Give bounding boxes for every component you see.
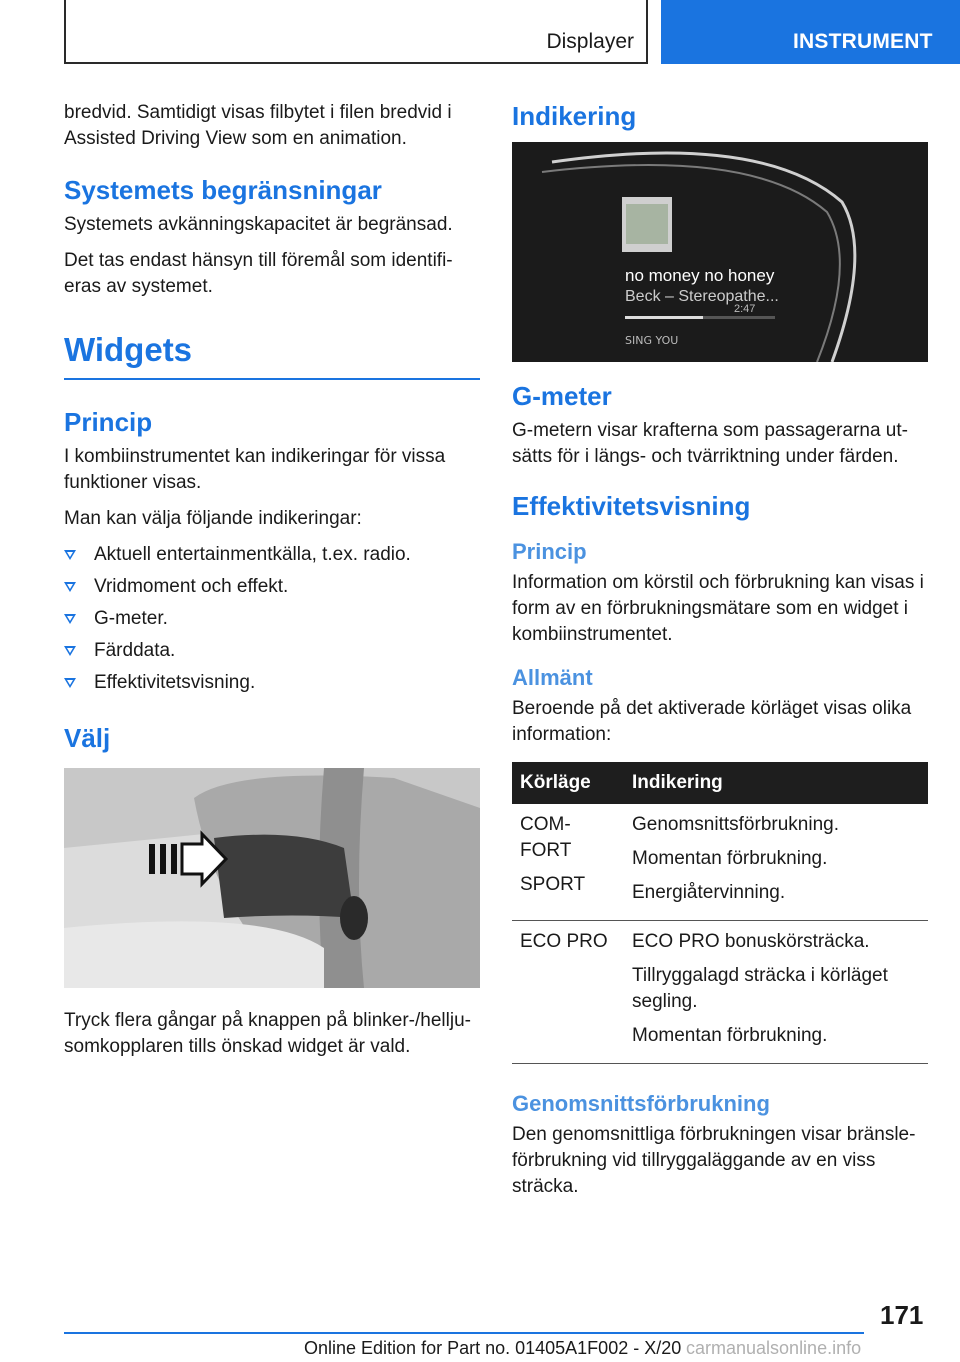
watermark: carmanualsonline.info bbox=[686, 1338, 862, 1358]
triangle-bullet-icon bbox=[64, 678, 76, 688]
gmeter-heading: G-meter bbox=[512, 381, 612, 411]
svg-text:Beck – Stereopathe...: Beck – Stereopathe... bbox=[625, 288, 779, 305]
indication-cell: Energiåtervinning. bbox=[632, 882, 786, 903]
general-paragraph: Beroende på det aktiverade körläget visas olika information: bbox=[512, 698, 912, 745]
table-row bbox=[512, 921, 928, 1064]
efficiency-heading: Effektivitetsvisning bbox=[512, 491, 751, 521]
svg-text:SING YOU: SING YOU bbox=[625, 334, 679, 347]
indication-cell: Momentan förbrukning. bbox=[632, 848, 828, 869]
header-section-label: Displayer bbox=[546, 30, 634, 53]
efficiency-principle-paragraph: Information om körstil och förbrukning kan visas i form av en förbrukningsmätare som en widget i kombiinstrumentet. bbox=[512, 572, 924, 645]
list-item: Aktuell entertainmentkälla, t.ex. radio. bbox=[64, 542, 480, 568]
general-heading: Allmänt bbox=[512, 665, 593, 690]
display-photo bbox=[512, 142, 928, 362]
footer-edition: Online Edition for Part no. 01405A1F002 - X/20 bbox=[304, 1338, 682, 1358]
gmeter-paragraph: G-metern visar krafterna som passagerarna utsätts för i längs- och tvärriktning under färden. bbox=[512, 420, 908, 467]
list-item: Effektivitetsvisning. bbox=[64, 670, 480, 696]
svg-text:no money no honey: no money no honey bbox=[625, 266, 775, 285]
table-header-mode: Körläge bbox=[512, 762, 624, 804]
average-consumption-heading: Genomsnittsförbrukning bbox=[512, 1091, 770, 1116]
mode-cell: ECO PRO bbox=[520, 931, 608, 952]
indication-list bbox=[64, 542, 480, 696]
header-chapter-tab bbox=[661, 0, 960, 64]
svg-text:2:47: 2:47 bbox=[734, 303, 756, 315]
widgets-heading: Widgets bbox=[64, 330, 480, 380]
header-section-tab bbox=[64, 0, 648, 64]
efficiency-principle-heading: Princip bbox=[512, 539, 587, 564]
triangle-bullet-icon bbox=[64, 550, 76, 560]
average-consumption-paragraph: Den genomsnittliga förbrukningen visar bränsleförbrukning vid tillryggaläggande av en viss sträcka. bbox=[512, 1124, 916, 1197]
limits-paragraph-1: Systemets avkänningskapacitet är begränsad. bbox=[64, 214, 453, 235]
playback-progress-bar bbox=[625, 316, 703, 319]
select-paragraph: Tryck flera gångar på knappen på blinker-/helljusomkopplaren tills önskad widget är vald. bbox=[64, 1010, 471, 1057]
instrument-display-icon bbox=[512, 142, 928, 362]
turn-signal-lever-icon bbox=[64, 768, 480, 988]
limits-heading: Systemets begränsningar bbox=[64, 175, 382, 205]
principle-paragraph-2: Man kan välja följande indikeringar: bbox=[64, 508, 362, 529]
principle-heading: Princip bbox=[64, 407, 153, 437]
page-number: 171 bbox=[880, 1300, 924, 1330]
left-column bbox=[64, 100, 480, 1070]
limits-paragraph-2: Det tas endast hänsyn till föremål som identifieras av systemet. bbox=[64, 250, 453, 297]
triangle-bullet-icon bbox=[64, 582, 76, 592]
table-row bbox=[512, 804, 928, 921]
table-header-indication: Indikering bbox=[624, 762, 928, 804]
select-heading: Välj bbox=[64, 723, 111, 753]
footer-rule bbox=[64, 1332, 864, 1334]
indication-cell: Tillryggalagd sträcka i körläget segling. bbox=[632, 965, 888, 1012]
mode-cell: SPORT bbox=[520, 874, 586, 895]
indication-cell: Momentan förbrukning. bbox=[632, 1025, 828, 1046]
principle-paragraph-1: I kombiinstrumentet kan indikeringar för vissa funktioner visas. bbox=[64, 446, 446, 493]
lever-illustration bbox=[64, 768, 480, 988]
right-column bbox=[512, 100, 928, 1210]
triangle-bullet-icon bbox=[64, 646, 76, 656]
header-chapter-label: INSTRUMENT bbox=[793, 30, 933, 53]
mode-cell: COM- FORT bbox=[520, 814, 572, 861]
triangle-bullet-icon bbox=[64, 614, 76, 624]
indication-cell: Genomsnittsförbrukning. bbox=[632, 814, 839, 835]
list-item: G-meter. bbox=[64, 606, 480, 632]
intro-paragraph: bredvid. Samtidigt visas filbytet i filen bredvid i Assisted Driving View som en animation. bbox=[64, 102, 452, 149]
list-item: Färddata. bbox=[64, 638, 480, 664]
list-item: Vridmoment och effekt. bbox=[64, 574, 480, 600]
indication-cell: ECO PRO bonuskörsträcka. bbox=[632, 931, 870, 952]
driving-mode-table bbox=[512, 762, 928, 1064]
indication-heading: Indikering bbox=[512, 101, 637, 131]
